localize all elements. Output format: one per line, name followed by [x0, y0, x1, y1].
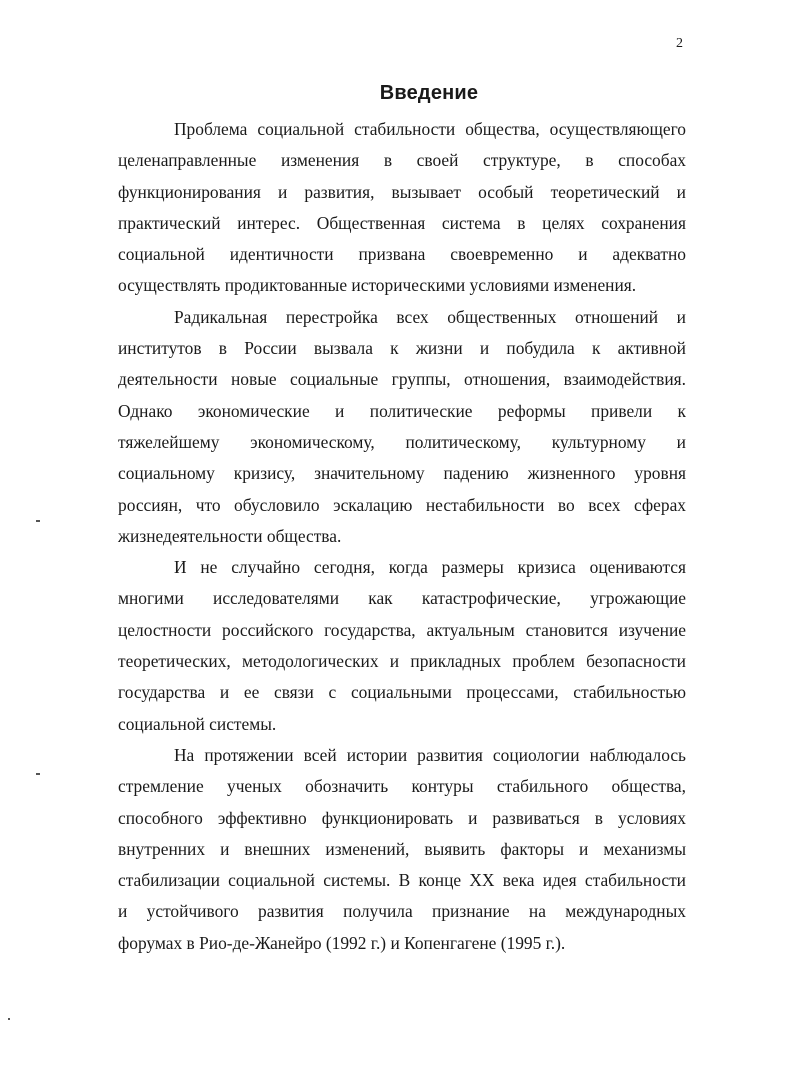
scan-mark — [36, 520, 40, 522]
scan-mark — [8, 1018, 10, 1020]
text-line: россиян, что обусловило эскалацию нестабильности во всех сферах — [118, 494, 686, 515]
text-line: институтов в России вызвала к жизни и побудила к активной — [118, 338, 686, 359]
text-line: деятельности новые социальные группы, отношения, взаимодействия. — [118, 369, 686, 390]
text-line: стабилизации социальной системы. В конце XX века идея стабильности — [118, 870, 686, 891]
text-line: практический интерес. Общественная система в целях сохранения — [118, 212, 686, 233]
page-number: 2 — [676, 36, 683, 51]
text-line: способного эффективно функционировать и развиваться в условиях — [118, 807, 686, 828]
text-line: стремление ученых обозначить контуры стабильного общества, — [118, 776, 686, 797]
paragraph-2 — [118, 302, 686, 552]
scan-mark — [36, 773, 40, 775]
text-line: целостности российского государства, актуальным становится изучение — [118, 619, 686, 640]
paragraph-4 — [118, 740, 686, 959]
text-line: и устойчивого развития получила признание на международных — [118, 901, 686, 922]
paragraph-3 — [118, 552, 686, 740]
text-line: Радикальная перестройка всех общественных отношений и — [174, 306, 686, 327]
text-line: На протяжении всей истории развития социологии наблюдалось — [174, 744, 686, 765]
text-line: социальной системы. — [118, 713, 277, 734]
text-line: И не случайно сегодня, когда размеры кризиса оцениваются — [174, 557, 686, 578]
text-line: осуществлять продиктованные историческими условиями изменения. — [118, 275, 637, 296]
text-line: многими исследователями как катастрофические, угрожающие — [118, 588, 686, 609]
text-line: государства и ее связи с социальными процессами, стабильностью — [118, 682, 686, 703]
body-text — [118, 114, 686, 959]
text-line: Проблема социальной стабильности общества, осуществляющего — [174, 119, 686, 139]
paragraph-1 — [118, 114, 686, 302]
text-line: внутренних и внешних изменений, выявить факторы и механизмы — [118, 838, 686, 859]
text-line: тяжелейшему экономическому, политическому, культурному и — [118, 431, 686, 452]
text-line: жизнедеятельности общества. — [118, 525, 342, 546]
text-line: Однако экономические и политические реформы привели к — [118, 400, 686, 421]
text-line: теоретических, методологических и прикладных проблем безопасности — [118, 651, 686, 672]
text-line: социальной идентичности призвана своевременно и адекватно — [118, 244, 686, 265]
text-line: функционирования и развития, вызывает особый теоретический и — [118, 181, 686, 202]
text-line: целенаправленные изменения в своей структуре, в способах — [118, 150, 686, 171]
page-title: Введение — [379, 82, 479, 104]
text-line: форумах в Рио-де-Жанейро (1992 г.) и Копенгагене (1995 г.). — [118, 932, 566, 953]
text-line: социальному кризису, значительному падению жизненного уровня — [118, 463, 686, 484]
